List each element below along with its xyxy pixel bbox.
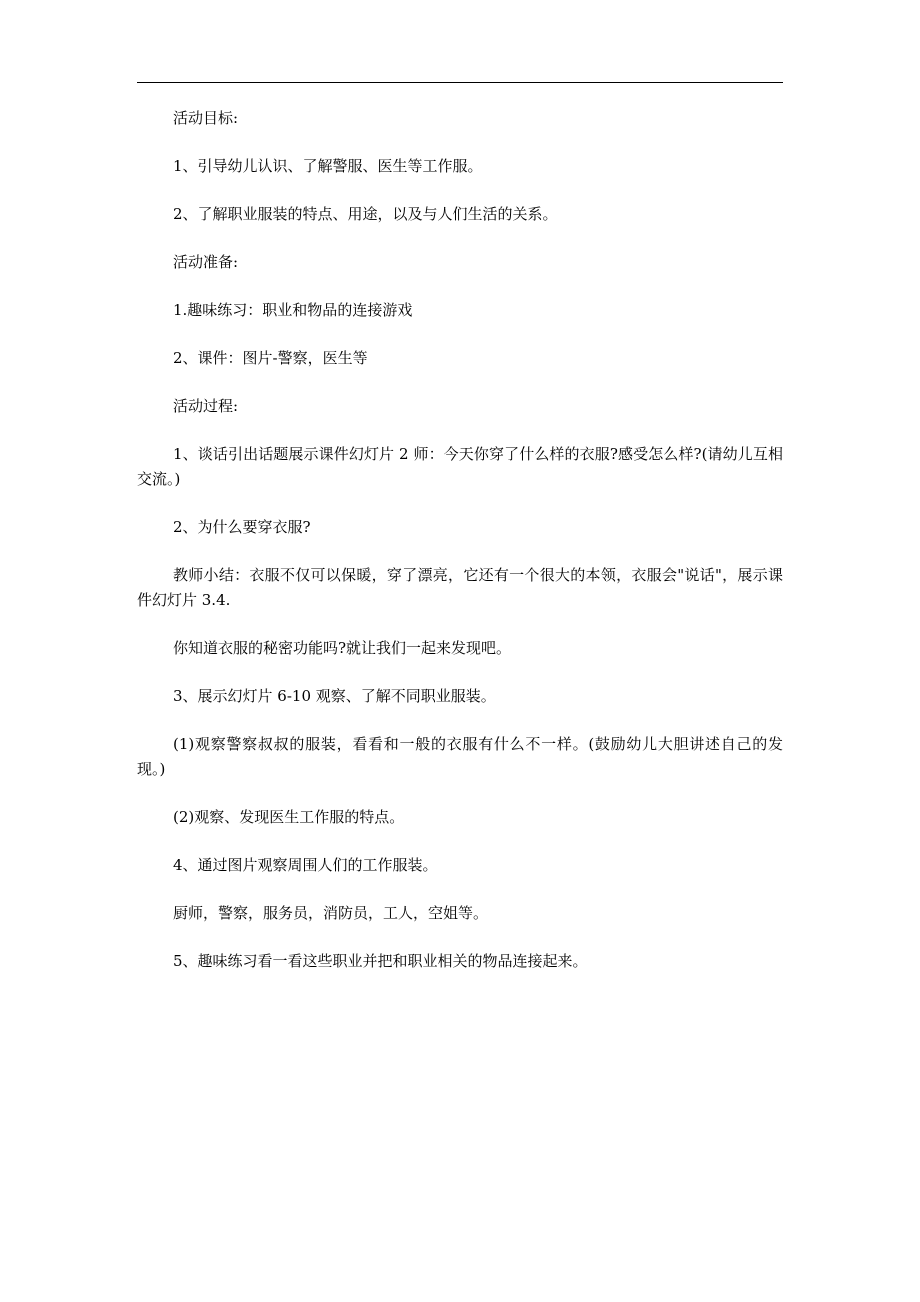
goal-item-2: 2、了解职业服装的特点、用途，以及与人们生活的关系。: [173, 205, 558, 223]
process-step-4: 4、通过图片观察周围人们的工作服装。: [173, 856, 438, 874]
occupation-list: 厨师，警察，服务员，消防员，工人，空姐等。: [173, 904, 489, 922]
teacher-summary: 教师小结：衣服不仅可以保暖，穿了漂亮，它还有一个很大的本领，衣服会"说话"，展示课件幻灯片 3.4.: [137, 566, 783, 609]
discovery-prompt: 你知道衣服的秘密功能吗?就让我们一起来发现吧。: [173, 639, 512, 657]
preparation-item-1: 1.趣味练习：职业和物品的连接游戏: [173, 301, 413, 319]
preparation-item-2: 2、课件：图片-警察，医生等: [173, 349, 368, 367]
process-step-3: 3、展示幻灯片 6-10 观察、了解不同职业服装。: [173, 687, 496, 705]
heading-activity-goals: 活动目标:: [173, 109, 239, 127]
heading-activity-preparation: 活动准备:: [173, 253, 239, 271]
header-rule: [137, 82, 783, 83]
process-step-5: 5、趣味练习看一看这些职业并把和职业相关的物品连接起来。: [173, 952, 588, 970]
process-step-3-sub-2: (2)观察、发现医生工作服的特点。: [173, 808, 405, 826]
process-step-1: 1、谈话引出话题展示课件幻灯片 2 师：今天你穿了什么样的衣服?感受怎么样?(请幼儿互相交流。): [137, 445, 783, 488]
process-step-2: 2、为什么要穿衣服?: [173, 518, 311, 536]
process-step-3-sub-1: (1)观察警察叔叔的服装，看看和一般的衣服有什么不一样。(鼓励幼儿大胆讲述自己的发现。): [137, 735, 783, 778]
goal-item-1: 1、引导幼儿认识、了解警服、医生等工作服。: [173, 157, 483, 175]
document-body: [137, 106, 783, 997]
heading-activity-process: 活动过程:: [173, 397, 239, 415]
